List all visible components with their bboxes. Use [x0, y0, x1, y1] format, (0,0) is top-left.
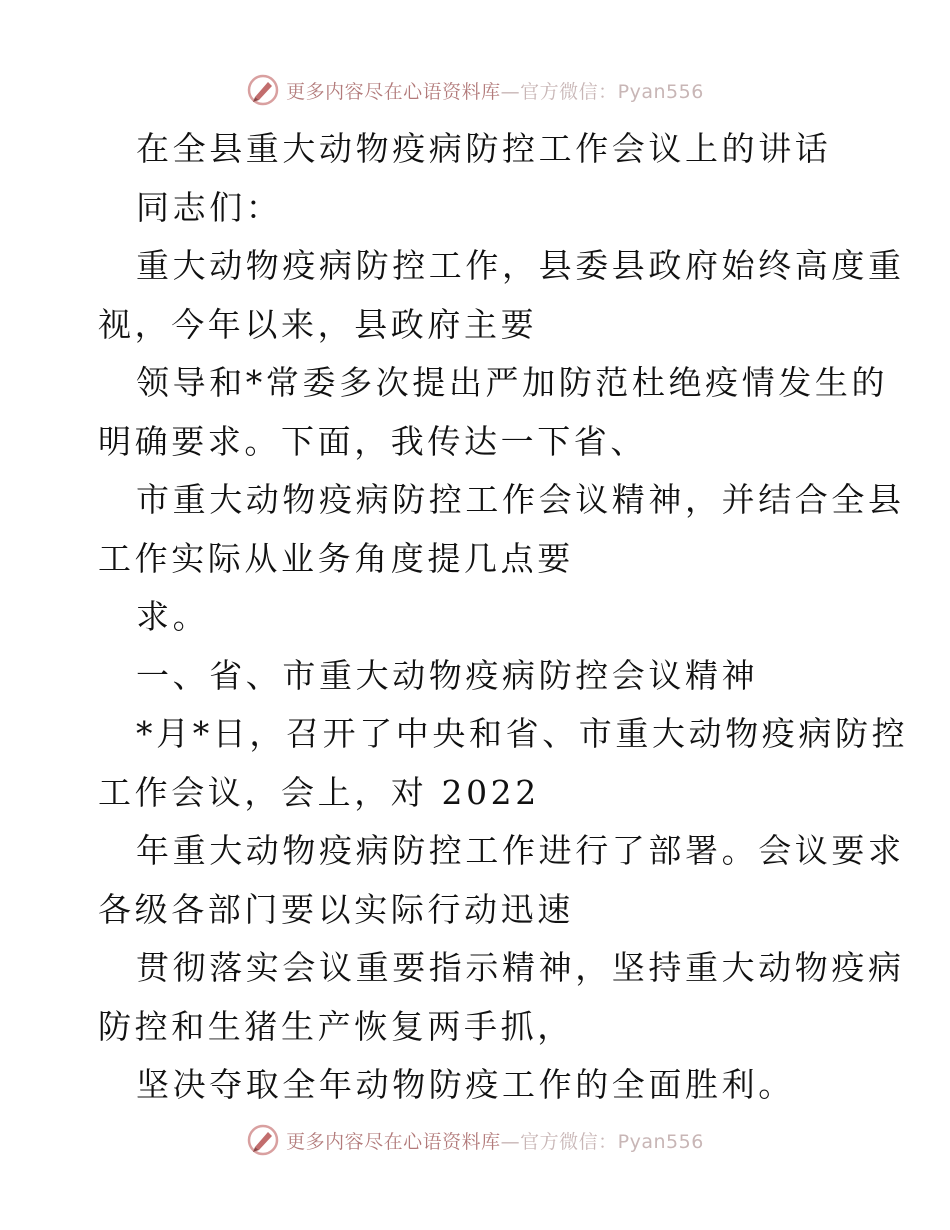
text-line: 视，今年以来，县政府主要: [98, 304, 538, 344]
text-line: 明确要求。下面，我传达一下省、: [98, 421, 647, 461]
text-line: 贯彻落实会议重要指示精神，坚持重大动物疫病: [136, 948, 905, 987]
text-line: 领导和*常委多次提出严加防范杜绝疫情发生的: [136, 363, 889, 402]
text-line: 同志们：: [136, 187, 283, 227]
document-body: [98, 120, 909, 1115]
pen-logo-icon: [246, 1123, 280, 1157]
watermark-contact: —官方微信：Pyan556: [500, 1130, 704, 1153]
watermark-brand: 更多内容尽在心语资料库: [286, 80, 501, 103]
pen-logo-icon: [246, 73, 280, 107]
footer-watermark: [0, 1122, 950, 1158]
text-line: 一、省、市重大动物疫病防控会议精神: [136, 655, 759, 695]
text-line: 工作会议，会上，对 2022: [98, 772, 540, 812]
text-line: 求。: [136, 597, 210, 636]
text-line: 坚决夺取全年动物防疫工作的全面胜利。: [136, 1065, 795, 1104]
text-line: 工作实际从业务角度提几点要: [98, 538, 574, 578]
text-line: 重大动物疫病防控工作，县委县政府始终高度重: [136, 246, 905, 285]
text-line: 防控和生猪生产恢复两手抓，: [98, 1006, 574, 1046]
text-line: 市重大动物疫病防控工作会议精神，并结合全县: [136, 480, 905, 519]
text-line: *月*日，召开了中央和省、市重大动物疫病防控: [136, 714, 909, 753]
text-line: 年重大动物疫病防控工作进行了部署。会议要求: [136, 831, 905, 870]
watermark-contact: —官方微信：Pyan556: [500, 80, 704, 103]
header-watermark: [0, 72, 950, 108]
text-line: 在全县重大动物疫病防控工作会议上的讲话: [136, 129, 832, 168]
watermark-text: [286, 1127, 704, 1154]
watermark-brand: 更多内容尽在心语资料库: [286, 1130, 501, 1153]
text-line: 各级各部门要以实际行动迅速: [98, 889, 574, 929]
watermark-text: [286, 77, 704, 104]
